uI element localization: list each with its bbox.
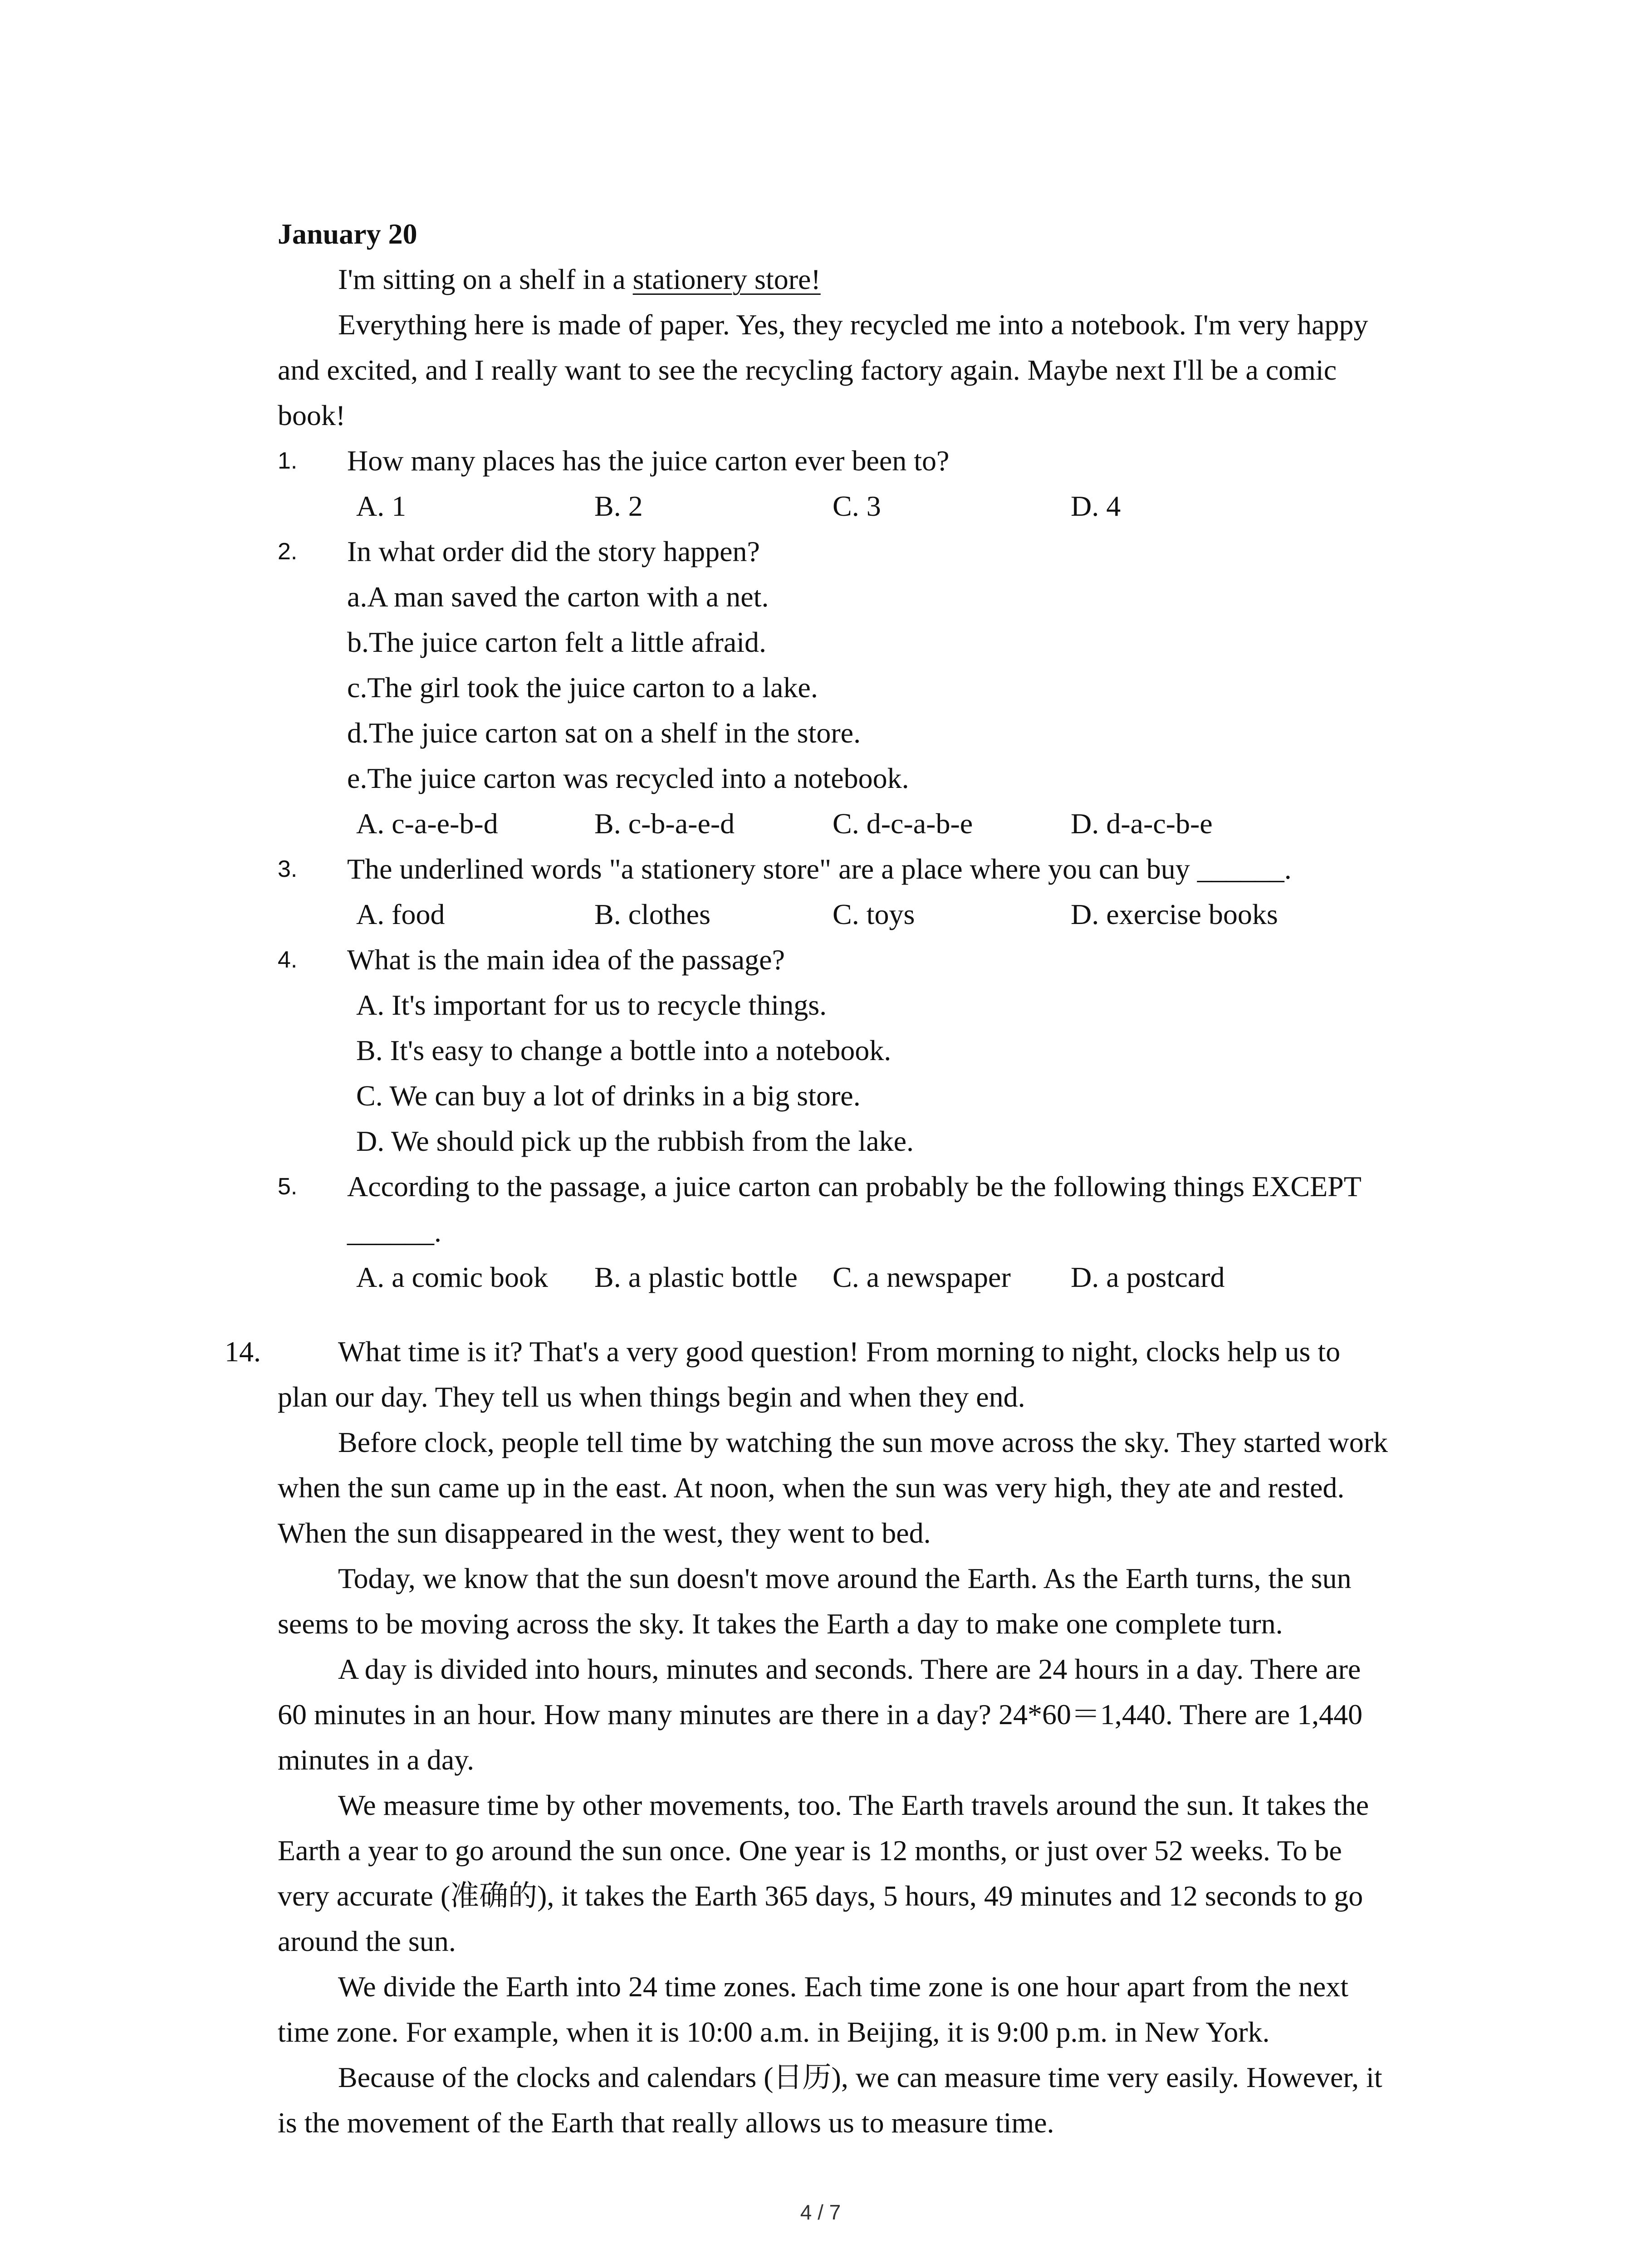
diary-line-1-text: I'm sitting on a shelf in a [338, 263, 633, 295]
diary-line-1 [338, 261, 821, 298]
question-blank: ______. [347, 1216, 441, 1248]
option-d: D. d-a-c-b-e [1071, 807, 1213, 840]
event-item: a.A man saved the carton with a net. [347, 581, 769, 613]
passage-line: We divide the Earth into 24 time zones. Each time zone is one hour apart from the next [338, 1970, 1349, 2003]
passage-line: We measure time by other movements, too. The Earth travels around the sun. It takes the [338, 1789, 1369, 1821]
question-text: How many places has the juice carton ever been to? [347, 445, 950, 477]
option-d: D. exercise books [1071, 898, 1278, 930]
diary-para-line: and excited, and I really want to see the recycling factory again. Maybe next I'll be a comic [278, 354, 1337, 386]
passage-line: when the sun came up in the east. At noon, when the sun was very high, they ate and rested. [278, 1471, 1345, 1504]
passage-number: 14. [225, 1335, 261, 1368]
diary-para-line: Everything here is made of paper. Yes, they recycled me into a notebook. I'm very happy [338, 308, 1368, 341]
option-d: D. a postcard [1071, 1261, 1225, 1293]
option-b: B. 2 [594, 490, 643, 522]
option-a: A. food [356, 898, 445, 930]
diary-para-line: book! [278, 399, 346, 431]
question-number: 4. [278, 947, 298, 973]
option-c: C. 3 [833, 490, 881, 522]
option-a: A. It's important for us to recycle things. [356, 989, 827, 1021]
passage-line: seems to be moving across the sky. It takes the Earth a day to make one complete turn. [278, 1608, 1283, 1640]
question-text: In what order did the story happen? [347, 535, 760, 567]
option-c: C. We can buy a lot of drinks in a big store. [356, 1080, 861, 1112]
question-number: 5. [278, 1173, 298, 1200]
option-a: A. 1 [356, 490, 407, 522]
option-a: A. c-a-e-b-d [356, 807, 498, 840]
passage-line: Today, we know that the sun doesn't move around the Earth. As the Earth turns, the sun [338, 1562, 1352, 1594]
option-c: C. a newspaper [833, 1261, 1011, 1293]
event-item: b.The juice carton felt a little afraid. [347, 626, 766, 658]
passage-line: plan our day. They tell us when things begin and when they end. [278, 1381, 1025, 1413]
passage-line: around the sun. [278, 1925, 456, 1957]
passage-line: Before clock, people tell time by watching the sun move across the sky. They started work [338, 1426, 1388, 1458]
question-number: 2. [278, 538, 298, 565]
question-text: The underlined words "a stationery store" are a place where you can buy ______. [347, 853, 1292, 885]
passage-line: A day is divided into hours, minutes and seconds. There are 24 hours in a day. There are [338, 1653, 1361, 1685]
event-item: c.The girl took the juice carton to a lake. [347, 671, 818, 704]
option-b: B. a plastic bottle [594, 1261, 798, 1293]
passage-line: very accurate (准确的), it takes the Earth 365 days, 5 hours, 49 minutes and 12 seconds to go [278, 1880, 1363, 1912]
option-d: D. 4 [1071, 490, 1121, 522]
diary-date: January 20 [278, 218, 417, 250]
passage-line: time zone. For example, when it is 10:00 a.m. in Beijing, it is 9:00 p.m. in New York. [278, 2016, 1270, 2048]
option-b: B. clothes [594, 898, 710, 930]
question-text: According to the passage, a juice carton can probably be the following things EXCEPT [347, 1170, 1362, 1202]
passage-line: Because of the clocks and calendars (日历), we can measure time very easily. However, it [338, 2061, 1382, 2093]
passage-line: 60 minutes in an hour. How many minutes are there in a day? 24*60＝1,440. There are 1,440 [278, 1698, 1363, 1730]
event-item: e.The juice carton was recycled into a notebook. [347, 762, 909, 794]
option-b: B. c-b-a-e-d [594, 807, 735, 840]
option-c: C. toys [833, 898, 915, 930]
passage-line: is the movement of the Earth that really allows us to measure time. [278, 2107, 1054, 2139]
passage-line: minutes in a day. [278, 1744, 475, 1776]
option-a: A. a comic book [356, 1261, 548, 1293]
question-number: 3. [278, 856, 298, 882]
question-text: What is the main idea of the passage? [347, 943, 785, 976]
option-c: C. d-c-a-b-e [833, 807, 973, 840]
event-item: d.The juice carton sat on a shelf in the store. [347, 717, 861, 749]
underlined-stationery-store: stationery store! [632, 263, 821, 295]
option-b: B. It's easy to change a bottle into a notebook. [356, 1034, 892, 1066]
option-d: D. We should pick up the rubbish from the lake. [356, 1125, 914, 1157]
page-number: 4 / 7 [800, 2200, 841, 2224]
passage-line: What time is it? That's a very good question! From morning to night, clocks help us to [338, 1335, 1341, 1368]
passage-line: Earth a year to go around the sun once. One year is 12 months, or just over 52 weeks. To be [278, 1834, 1342, 1867]
question-number: 1. [278, 448, 298, 474]
passage-line: When the sun disappeared in the west, they went to bed. [278, 1517, 931, 1549]
